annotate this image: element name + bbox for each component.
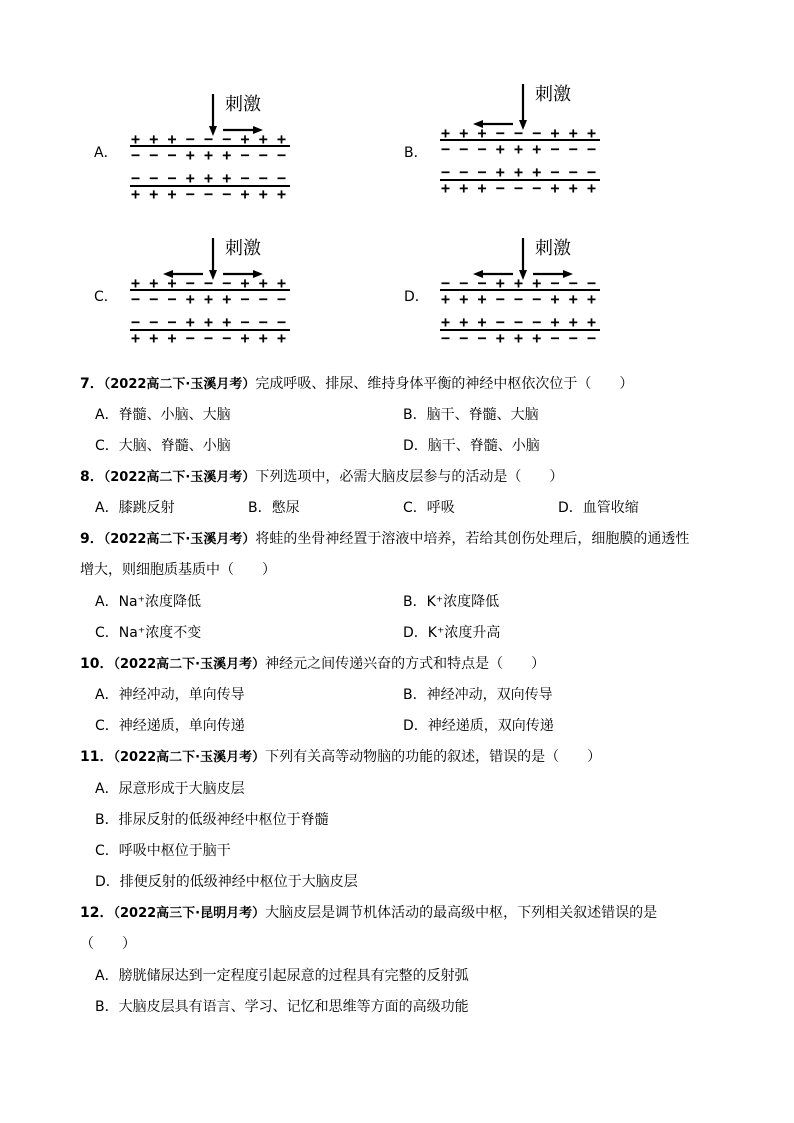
option[interactable]: B．大脑皮层具有语言、学习、记忆和思维等方面的高级功能 bbox=[95, 999, 469, 1015]
option[interactable]: B．憋尿 bbox=[248, 500, 300, 516]
question-number: 8． bbox=[80, 469, 104, 485]
question-11 bbox=[80, 746, 601, 766]
question-10 bbox=[80, 653, 545, 673]
option-letter: A． bbox=[94, 145, 118, 161]
question-stem-continued: 增大，则细胞质基质中（ ） bbox=[80, 562, 276, 578]
question-number: 7． bbox=[80, 376, 104, 392]
charge-row: −−−+++−−− bbox=[441, 140, 596, 158]
membrane-diagram bbox=[400, 232, 620, 357]
option[interactable]: B．排尿反射的低级神经中枢位于脊髓 bbox=[95, 812, 329, 828]
figure-option-d bbox=[400, 232, 620, 352]
figure-option-a bbox=[90, 88, 310, 208]
option[interactable]: B．K⁺浓度降低 bbox=[403, 594, 500, 610]
stimulus-label: 刺激 bbox=[535, 238, 571, 259]
charge-row: +++−−−+++ bbox=[131, 185, 286, 203]
charge-row: −−−+++−−− bbox=[441, 163, 596, 181]
charge-row: −−−+++−−− bbox=[131, 290, 286, 308]
question-stem: 下列选项中，必需大脑皮层参与的活动是（ ） bbox=[255, 469, 564, 485]
figure-option-c bbox=[90, 232, 310, 352]
option[interactable]: A．神经冲动，单向传导 bbox=[95, 687, 245, 703]
membrane-diagram bbox=[400, 82, 620, 207]
charge-row: +++−−−+++ bbox=[441, 313, 596, 331]
question-12 bbox=[80, 902, 657, 922]
charge-row: −−−+++−−− bbox=[131, 313, 286, 331]
charge-row: +++−−−+++ bbox=[441, 179, 596, 197]
question-7 bbox=[80, 373, 633, 393]
question-stem: 大脑皮层是调节机体活动的最高级中枢，下列相关叙述错误的是 bbox=[265, 905, 658, 921]
option[interactable]: D．血管收缩 bbox=[558, 500, 639, 516]
option[interactable]: C．呼吸 bbox=[403, 500, 455, 516]
charge-row: −−−+++−−− bbox=[441, 274, 596, 292]
question-number: 11． bbox=[80, 749, 114, 765]
option-letter: D． bbox=[404, 289, 429, 305]
question-8 bbox=[80, 466, 563, 486]
charge-row: −−−+++−−− bbox=[131, 146, 286, 164]
question-number: 10． bbox=[80, 656, 114, 672]
option[interactable]: A．脊髓、小脑、大脑 bbox=[95, 407, 231, 423]
question-stem: 下列有关高等动物脑的功能的叙述，错误的是（ ） bbox=[265, 749, 602, 765]
question-source: （2022高二下·玉溪月考） bbox=[103, 470, 256, 485]
charge-row: +++−−−+++ bbox=[131, 329, 286, 347]
question-source: （2022高二下·玉溪月考） bbox=[103, 377, 256, 392]
option[interactable]: D．K⁺浓度升高 bbox=[403, 625, 501, 641]
question-stem: 将蛙的坐骨神经置于溶液中培养，若给其创伤处理后，细胞膜的通透性 bbox=[255, 531, 690, 547]
option[interactable]: A．尿意形成于大脑皮层 bbox=[95, 781, 245, 797]
question-stem-continued: （ ） bbox=[80, 936, 136, 952]
question-stem: 完成呼吸、排尿、维持身体平衡的神经中枢依次位于（ ） bbox=[255, 376, 634, 392]
option[interactable]: C．Na⁺浓度不变 bbox=[95, 625, 202, 641]
question-source: （2022高三下·昆明月考） bbox=[113, 906, 266, 921]
question-stem: 神经元之间传递兴奋的方式和特点是（ ） bbox=[265, 656, 546, 672]
option[interactable]: C．大脑、脊髓、小脑 bbox=[95, 438, 231, 454]
stimulus-label: 刺激 bbox=[225, 94, 261, 115]
option[interactable]: D．脑干、脊髓、小脑 bbox=[403, 438, 540, 454]
charge-row: +++−−−+++ bbox=[441, 124, 596, 142]
question-number: 12． bbox=[80, 905, 114, 921]
figure-option-b bbox=[400, 82, 620, 202]
option[interactable]: C．呼吸中枢位于脑干 bbox=[95, 843, 231, 859]
charge-row: −−−+++−−− bbox=[131, 169, 286, 187]
option[interactable]: A．膀胱储尿达到一定程度引起尿意的过程具有完整的反射弧 bbox=[95, 968, 469, 984]
option-letter: B． bbox=[404, 145, 428, 161]
option[interactable]: A．Na⁺浓度降低 bbox=[95, 594, 202, 610]
question-9 bbox=[80, 528, 689, 548]
charge-row: +++−−−+++ bbox=[131, 274, 286, 292]
option[interactable]: B．脑干、脊髓、大脑 bbox=[403, 407, 539, 423]
question-number: 9． bbox=[80, 531, 104, 547]
question-source: （2022高二下·玉溪月考） bbox=[113, 657, 266, 672]
option[interactable]: D．神经递质，双向传递 bbox=[403, 718, 554, 734]
option[interactable]: D．排便反射的低级神经中枢位于大脑皮层 bbox=[95, 874, 358, 890]
question-source: （2022高二下·玉溪月考） bbox=[103, 532, 256, 547]
charge-row: +++−−−+++ bbox=[131, 130, 286, 148]
question-source: （2022高二下·玉溪月考） bbox=[113, 750, 266, 765]
stimulus-label: 刺激 bbox=[535, 84, 571, 105]
stimulus-label: 刺激 bbox=[225, 238, 261, 259]
option-letter: C． bbox=[94, 289, 118, 305]
membrane-diagram bbox=[90, 88, 310, 213]
charge-row: −−−+++−−− bbox=[441, 329, 596, 347]
option[interactable]: B．神经冲动，双向传导 bbox=[403, 687, 553, 703]
charge-row: +++−−−+++ bbox=[441, 290, 596, 308]
option[interactable]: A．膝跳反射 bbox=[95, 500, 175, 516]
membrane-diagram bbox=[90, 232, 310, 357]
option[interactable]: C．神经递质，单向传递 bbox=[95, 718, 245, 734]
